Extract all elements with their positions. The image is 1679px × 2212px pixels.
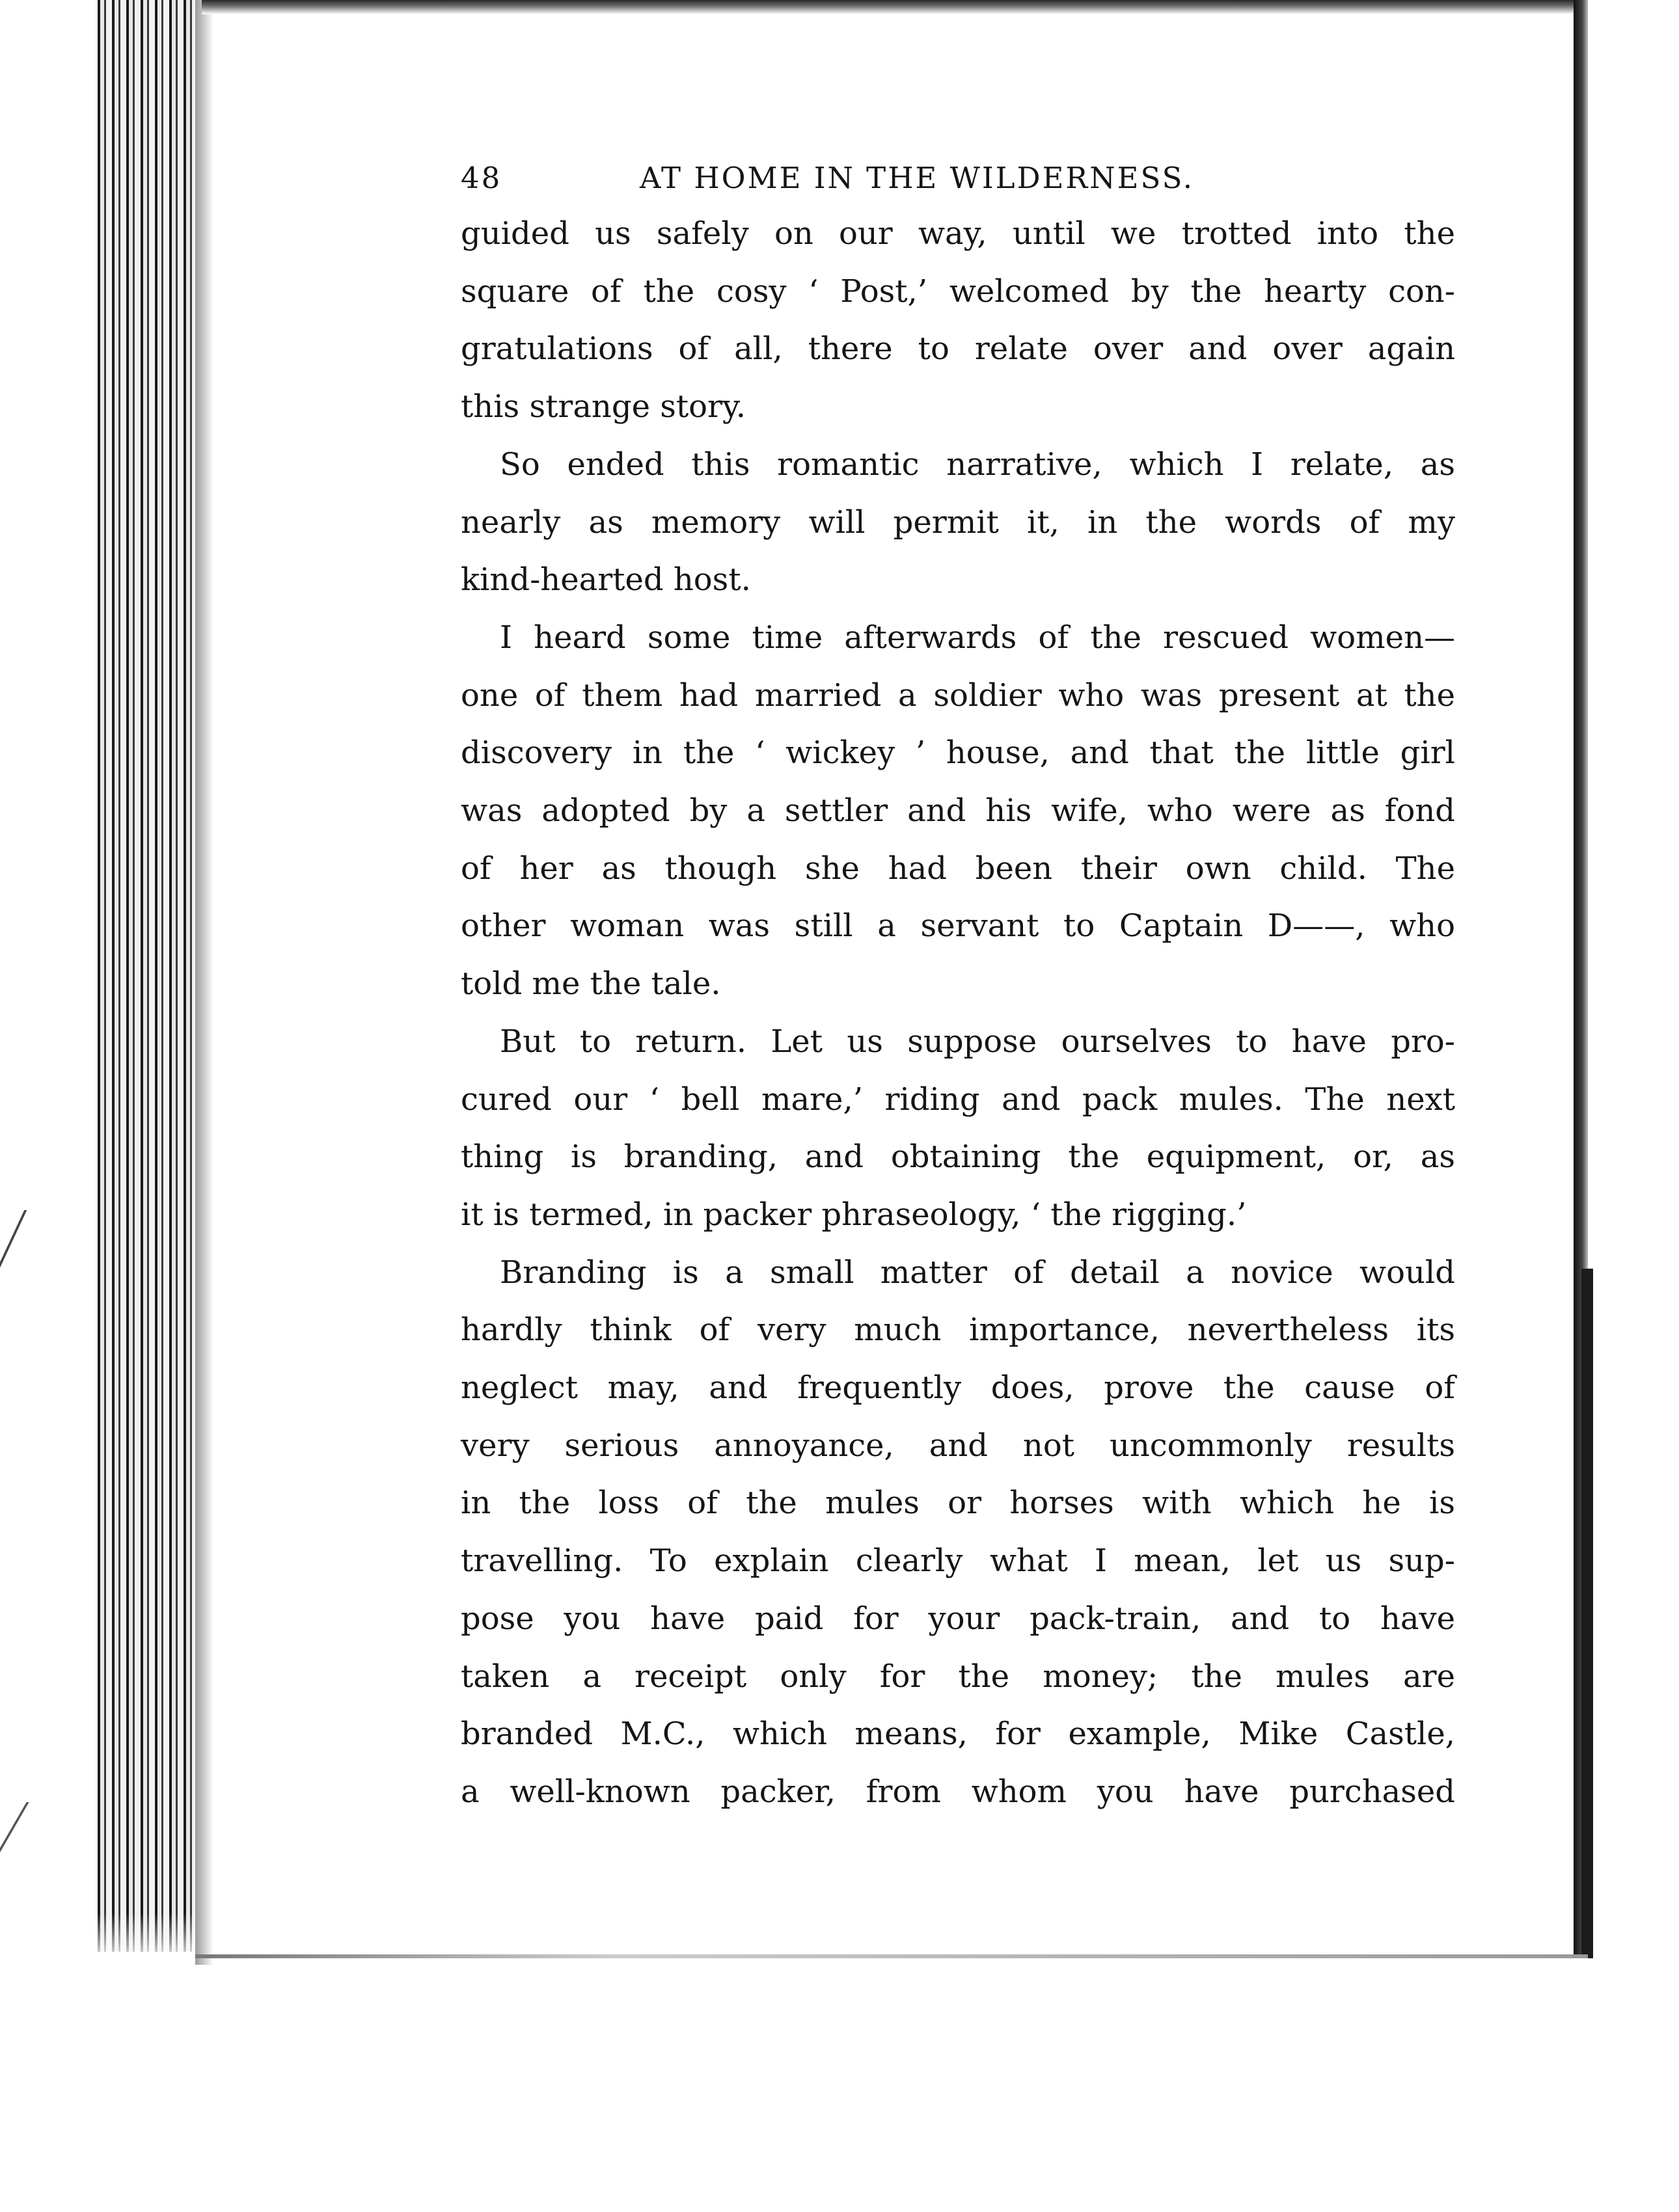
page-number: 48 bbox=[461, 161, 502, 195]
text-line: a well-known packer, from whom you have purchased bbox=[461, 1773, 1455, 1810]
text-line: very serious annoyance, and not uncommonly results bbox=[461, 1427, 1455, 1464]
page-bottom-edge bbox=[195, 1954, 1588, 1958]
running-head bbox=[461, 153, 1455, 205]
text-line: neglect may, and frequently does, prove the cause of bbox=[461, 1369, 1455, 1407]
text-line: guided us safely on our way, until we trotted into the bbox=[461, 215, 1455, 252]
scan-artifact-mark bbox=[0, 1802, 49, 1880]
text-line: kind-hearted host. bbox=[461, 561, 751, 599]
text-line: hardly think of very much importance, nevertheless its bbox=[461, 1312, 1455, 1349]
text-line: other woman was still a servant to Captain D——, who bbox=[461, 908, 1455, 945]
text-line: taken a receipt only for the money; the mules are bbox=[461, 1658, 1455, 1695]
text-line: nearly as memory will permit it, in the words of my bbox=[461, 504, 1455, 541]
text-line: pose you have paid for your pack-train, and to have bbox=[461, 1600, 1455, 1637]
running-head-title: AT HOME IN THE WILDERNESS. bbox=[640, 161, 1195, 195]
gutter-shadow bbox=[195, 0, 213, 1965]
page-edges-fade bbox=[98, 1913, 208, 1965]
text-line: this strange story. bbox=[461, 388, 746, 425]
text-line: one of them had married a soldier who was present at the bbox=[461, 677, 1455, 714]
text-line: gratulations of all, there to relate over and over again bbox=[461, 330, 1455, 368]
text-line: thing is branding, and obtaining the equipment, or, as bbox=[461, 1139, 1455, 1176]
paragraph bbox=[461, 1013, 1455, 1244]
text-line: So ended this romantic narrative, which I relate, as bbox=[500, 446, 1455, 483]
text-line: branded M.C., which means, for example, Mike Castle, bbox=[461, 1716, 1455, 1753]
text-line: it is termed, in packer phraseology, ‘ the rigging.’ bbox=[461, 1196, 1247, 1233]
text-line: travelling. To explain clearly what I mean, let us sup- bbox=[461, 1543, 1455, 1580]
page-top-edge bbox=[202, 0, 1575, 14]
text-line: I heard some time afterwards of the rescued women— bbox=[500, 619, 1455, 656]
text-line: discovery in the ‘ wickey ’ house, and that the little girl bbox=[461, 735, 1455, 772]
text-line: told me the tale. bbox=[461, 965, 721, 1003]
paragraph bbox=[461, 1244, 1455, 1821]
text-line: of her as though she had been their own child. The bbox=[461, 850, 1455, 887]
text-line: square of the cosy ‘ Post,’ welcomed by the hearty con- bbox=[461, 273, 1455, 310]
scan-artifact-mark bbox=[0, 1210, 53, 1314]
page-edges-stack bbox=[98, 0, 208, 1952]
text-block bbox=[461, 153, 1455, 1821]
paragraph bbox=[461, 436, 1455, 609]
text-line: But to return. Let us suppose ourselves to have pro- bbox=[500, 1023, 1455, 1060]
text-line: in the loss of the mules or horses with which he is bbox=[461, 1485, 1455, 1522]
text-line: Branding is a small matter of detail a novice would bbox=[500, 1254, 1455, 1291]
text-line: was adopted by a settler and his wife, who were as fond bbox=[461, 792, 1455, 830]
paragraph bbox=[461, 609, 1455, 1013]
text-line: cured our ‘ bell mare,’ riding and pack mules. The next bbox=[461, 1081, 1455, 1118]
right-page-edge-lower bbox=[1581, 1269, 1593, 1958]
paragraph bbox=[461, 205, 1455, 436]
